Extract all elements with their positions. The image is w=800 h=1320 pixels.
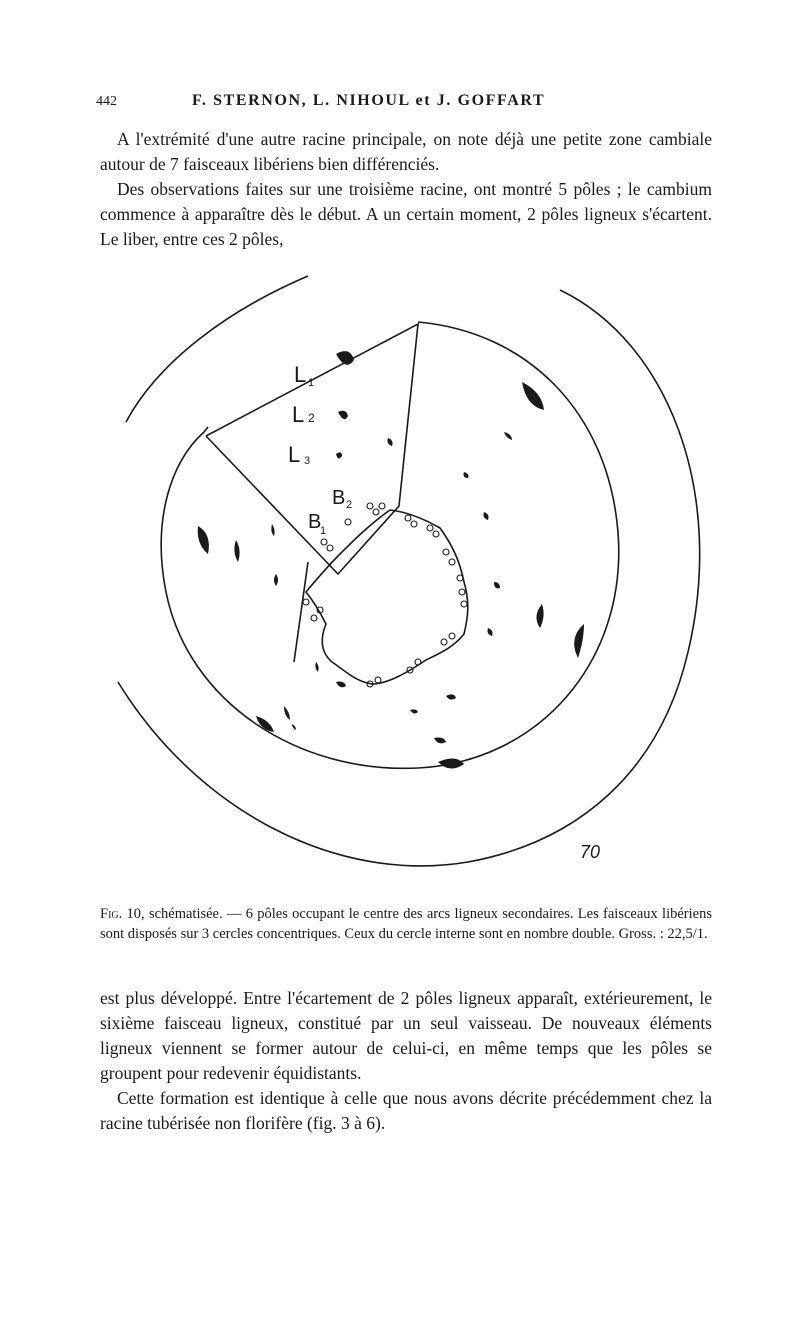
- xylem-vessel: [321, 539, 327, 545]
- page-number: 442: [96, 94, 117, 109]
- xylem-vessel: [457, 575, 463, 581]
- root-section-diagram: [108, 262, 720, 882]
- liber-bundle: [438, 758, 464, 768]
- xylem-vessel: [411, 521, 417, 527]
- liber-bundle: [315, 662, 318, 672]
- liber-bundle: [336, 351, 354, 365]
- liber-bundle: [494, 582, 500, 588]
- figure-caption: [100, 904, 712, 944]
- xylem-vessel: [443, 549, 449, 555]
- xylem-vessel: [345, 519, 351, 525]
- liber-bundle: [522, 382, 544, 410]
- liber-bundle: [388, 438, 393, 446]
- liber-bundle: [464, 472, 469, 478]
- outer-boundary-arc: [126, 276, 308, 422]
- xylem-vessel: [367, 503, 373, 509]
- liber-bundle: [284, 706, 290, 720]
- xylem-vessel: [461, 601, 467, 607]
- liber-bundle: [488, 628, 493, 636]
- label-B1-subscript: 1: [320, 525, 327, 537]
- inset-outline: [206, 324, 418, 574]
- label-L1-subscript: 1: [308, 377, 315, 389]
- xylem-vessel: [303, 599, 309, 605]
- liber-bundle: [292, 724, 296, 730]
- xylem-vessel: [373, 509, 379, 515]
- xylem-vessel: [327, 545, 333, 551]
- figure-number-label: 70: [580, 842, 601, 862]
- liber-bundle: [446, 694, 456, 699]
- label-B2: B: [332, 487, 346, 509]
- liber-bundle: [484, 512, 489, 520]
- xylem-vessel: [427, 525, 433, 531]
- xylem-vessel: [311, 615, 317, 621]
- label-L1: L: [294, 362, 307, 387]
- liber-bundle: [198, 526, 209, 554]
- liber-bundle: [271, 524, 274, 536]
- body-text-top: [100, 127, 712, 252]
- paragraph: A l'extrémité d'une autre racine principale, on note déjà une petite zone cambiale autour de 7 faisceaux libériens bien différenciés.: [100, 129, 712, 174]
- xylem-vessel: [459, 589, 465, 595]
- pointer-line: [294, 562, 308, 662]
- liber-bundle: [274, 574, 278, 586]
- paragraph: est plus développé. Entre l'écartement de 2 pôles ligneux apparaît, extérieurement, le sixième faisceau ligneux, constitué par un seul vaisseau. De nouveaux éléments ligneux viennent se former autour de celui-ci, en même temps que les pôles se groupent pour redevenir équidistants.: [100, 988, 712, 1083]
- xylem-vessel: [379, 503, 385, 509]
- xylem-vessel: [433, 531, 439, 537]
- label-B1: B: [308, 511, 322, 533]
- liber-bundle: [410, 709, 418, 713]
- xylem-vessel: [415, 659, 421, 665]
- page-header: [96, 92, 716, 116]
- label-L2-subscript: 2: [308, 411, 315, 425]
- liber-bundle: [234, 540, 239, 562]
- liber-bundle: [536, 604, 543, 628]
- xylem-vessel: [449, 559, 455, 565]
- liber-bundle: [338, 411, 348, 420]
- xylem-vessel: [449, 633, 455, 639]
- xylem-vessel: [375, 677, 381, 683]
- liber-bundle: [434, 738, 446, 744]
- paragraph: Des observations faites sur une troisième racine, ont montré 5 pôles ; le cambium commence à apparaître dès le début. A un certain moment, 2 pôles ligneux s'écartent. Le liber, entre ces 2 pôles,: [100, 179, 712, 249]
- running-title: F. STERNON, L. NIHOUL et J. GOFFART: [192, 92, 546, 109]
- liber-bundle: [336, 682, 346, 688]
- figure-caption-label: Fig. 10,: [100, 906, 145, 922]
- liber-bundle: [504, 432, 512, 440]
- stele-circle: [161, 322, 619, 768]
- label-L3: L: [288, 442, 301, 467]
- outer-boundary-arc: [118, 290, 700, 866]
- body-text-bottom: [100, 986, 712, 1136]
- label-B2-subscript: 2: [346, 499, 353, 511]
- label-L3-subscript: 3: [304, 455, 311, 467]
- xylem-vessel: [441, 639, 447, 645]
- liber-bundle: [336, 452, 342, 458]
- xylem-vessel: [405, 515, 411, 521]
- figure-caption-text: schématisée. — 6 pôles occupant le centre des arcs ligneux secondaires. Les faisceaux libériens sont disposés sur 3 cercles concentriques. Ceux du cercle interne sont en nombre double. Gross. : 22,5/1.: [100, 906, 712, 942]
- figure-10: [108, 262, 720, 882]
- label-L2: L: [292, 402, 305, 427]
- cambium-ring: [306, 510, 468, 684]
- paragraph: Cette formation est identique à celle que nous avons décrite précédemment chez la racine tubérisée non florifère (fig. 3 à 6).: [100, 1088, 712, 1133]
- liber-bundle: [574, 624, 584, 658]
